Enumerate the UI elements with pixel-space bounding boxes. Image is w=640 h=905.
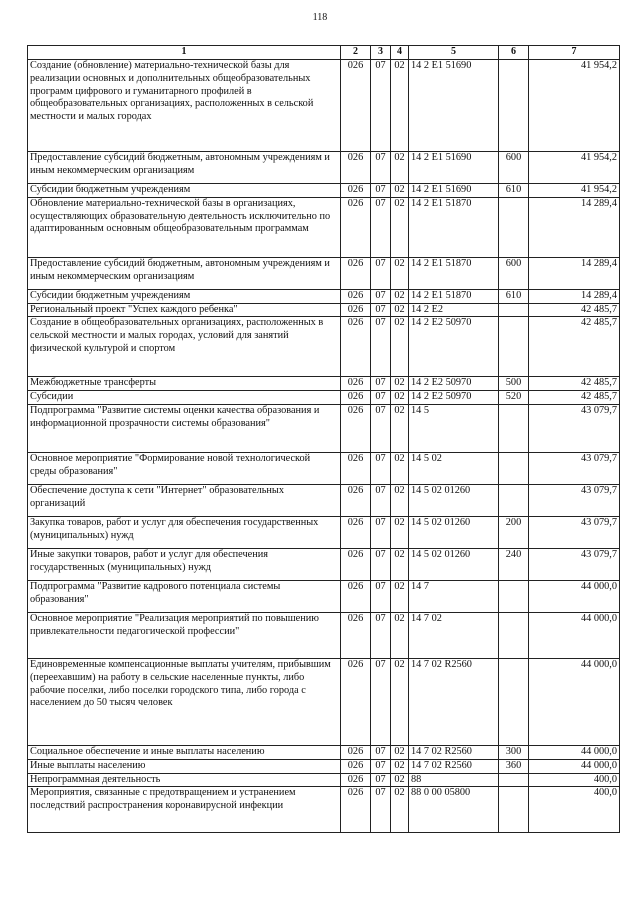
row-vr: [499, 404, 529, 452]
row-vr: [499, 317, 529, 377]
row-pr: 02: [391, 317, 409, 377]
row-rz: 07: [371, 612, 391, 658]
row-rz: 07: [371, 484, 391, 516]
row-name: Подпрограмма "Развитие системы оценки качества образования и информационной прозрачности системы образования": [28, 404, 341, 452]
table-row: [28, 391, 620, 405]
row-vr: [499, 452, 529, 484]
row-csr: 88: [409, 773, 499, 787]
row-pr: 02: [391, 257, 409, 289]
row-name: Единовременные компенсационные выплаты учителям, прибывшим (переехавшим) на работу в сельские населенные пункты, либо рабочие поселки, либо поселки городского типа, либо города с населением до 50 тысяч человек: [28, 658, 341, 745]
row-rz: 07: [371, 787, 391, 833]
row-sum: 43 079,7: [529, 516, 620, 548]
row-csr: 14 5 02: [409, 452, 499, 484]
row-ved: 026: [341, 759, 371, 773]
row-csr: 14 2 E1 51870: [409, 289, 499, 303]
table-row: [28, 152, 620, 184]
row-rz: 07: [371, 548, 391, 580]
row-ved: 026: [341, 516, 371, 548]
table-row: [28, 548, 620, 580]
row-pr: 02: [391, 377, 409, 391]
row-name: Межбюджетные трансферты: [28, 377, 341, 391]
row-rz: 07: [371, 773, 391, 787]
row-rz: 07: [371, 197, 391, 257]
row-csr: 14 7 02 R2560: [409, 658, 499, 745]
row-sum: 42 485,7: [529, 391, 620, 405]
row-sum: 44 000,0: [529, 745, 620, 759]
row-vr: [499, 484, 529, 516]
table-row: [28, 658, 620, 745]
row-sum: 14 289,4: [529, 289, 620, 303]
row-pr: 02: [391, 773, 409, 787]
row-pr: 02: [391, 184, 409, 198]
row-name: Предоставление субсидий бюджетным, автономным учреждениям и иным некоммерческим организациям: [28, 152, 341, 184]
row-csr: 14 5 02 01260: [409, 548, 499, 580]
row-ved: 026: [341, 658, 371, 745]
row-pr: 02: [391, 484, 409, 516]
table-row: [28, 404, 620, 452]
row-pr: 02: [391, 612, 409, 658]
table-row: [28, 377, 620, 391]
column-header: 6: [499, 46, 529, 60]
row-ved: 026: [341, 484, 371, 516]
row-ved: 026: [341, 773, 371, 787]
row-vr: 610: [499, 184, 529, 198]
row-csr: 14 7: [409, 580, 499, 612]
table-row: [28, 612, 620, 658]
row-vr: 610: [499, 289, 529, 303]
row-csr: 14 5 02 01260: [409, 484, 499, 516]
row-csr: 14 7 02 R2560: [409, 759, 499, 773]
row-name: Предоставление субсидий бюджетным, автономным учреждениям и иным некоммерческим организациям: [28, 257, 341, 289]
row-sum: 43 079,7: [529, 548, 620, 580]
row-sum: 44 000,0: [529, 612, 620, 658]
row-rz: 07: [371, 759, 391, 773]
row-name: Субсидии бюджетным учреждениям: [28, 289, 341, 303]
row-vr: [499, 787, 529, 833]
header-row: [28, 46, 620, 60]
row-name: Обеспечение доступа к сети "Интернет" образовательных организаций: [28, 484, 341, 516]
column-header: 4: [391, 46, 409, 60]
row-pr: 02: [391, 658, 409, 745]
row-name: Обновление материально-технической базы в организациях, осуществляющих образовательную деятельность исключительно по адаптированным основным общеобразовательным программам: [28, 197, 341, 257]
table-row: [28, 184, 620, 198]
row-rz: 07: [371, 257, 391, 289]
row-pr: 02: [391, 60, 409, 152]
row-vr: 600: [499, 152, 529, 184]
row-ved: 026: [341, 745, 371, 759]
row-vr: [499, 197, 529, 257]
row-ved: 026: [341, 197, 371, 257]
row-ved: 026: [341, 580, 371, 612]
row-rz: 07: [371, 303, 391, 317]
row-vr: [499, 658, 529, 745]
row-vr: [499, 60, 529, 152]
table-row: [28, 580, 620, 612]
table-row: [28, 484, 620, 516]
row-ved: 026: [341, 548, 371, 580]
row-csr: 14 2 E2 50970: [409, 391, 499, 405]
row-ved: 026: [341, 289, 371, 303]
row-csr: 14 7 02 R2560: [409, 745, 499, 759]
row-name: Основное мероприятие "Реализация мероприятий по повышению привлекательности педагогической профессии": [28, 612, 341, 658]
row-sum: 43 079,7: [529, 404, 620, 452]
row-sum: 42 485,7: [529, 303, 620, 317]
row-sum: 43 079,7: [529, 484, 620, 516]
row-ved: 026: [341, 303, 371, 317]
row-pr: 02: [391, 391, 409, 405]
row-rz: 07: [371, 317, 391, 377]
row-name: Основное мероприятие "Формирование новой технологической среды образования": [28, 452, 341, 484]
row-rz: 07: [371, 289, 391, 303]
row-pr: 02: [391, 580, 409, 612]
row-vr: [499, 303, 529, 317]
table-row: [28, 289, 620, 303]
row-rz: 07: [371, 580, 391, 612]
row-vr: 500: [499, 377, 529, 391]
row-sum: 42 485,7: [529, 317, 620, 377]
row-pr: 02: [391, 759, 409, 773]
row-csr: 14 2 E2: [409, 303, 499, 317]
row-name: Иные выплаты населению: [28, 759, 341, 773]
row-vr: 520: [499, 391, 529, 405]
row-ved: 026: [341, 452, 371, 484]
row-name: Субсидии бюджетным учреждениям: [28, 184, 341, 198]
row-ved: 026: [341, 787, 371, 833]
row-rz: 07: [371, 452, 391, 484]
row-vr: 200: [499, 516, 529, 548]
row-csr: 14 2 E1 51690: [409, 184, 499, 198]
row-pr: 02: [391, 197, 409, 257]
row-ved: 026: [341, 152, 371, 184]
row-vr: [499, 612, 529, 658]
row-vr: 360: [499, 759, 529, 773]
row-sum: 14 289,4: [529, 197, 620, 257]
row-vr: 600: [499, 257, 529, 289]
row-sum: 42 485,7: [529, 377, 620, 391]
row-rz: 07: [371, 516, 391, 548]
row-csr: 14 2 E1 51690: [409, 152, 499, 184]
row-csr: 14 2 E1 51870: [409, 197, 499, 257]
row-name: Субсидии: [28, 391, 341, 405]
table-row: [28, 197, 620, 257]
row-vr: [499, 580, 529, 612]
row-pr: 02: [391, 745, 409, 759]
table-row: [28, 745, 620, 759]
row-name: Мероприятия, связанные с предотвращением и устранением последствий распространения коронавирусной инфекции: [28, 787, 341, 833]
column-header: 3: [371, 46, 391, 60]
row-pr: 02: [391, 404, 409, 452]
row-name: Создание (обновление) материально-технической базы для реализации основных и дополнительных общеобразовательных программ цифрового и гуманитарного профилей в общеобразовательных организациях, расположенных в сельской местности и малых городах: [28, 60, 341, 152]
row-pr: 02: [391, 289, 409, 303]
row-sum: 14 289,4: [529, 257, 620, 289]
row-rz: 07: [371, 404, 391, 452]
row-rz: 07: [371, 391, 391, 405]
row-rz: 07: [371, 184, 391, 198]
row-rz: 07: [371, 152, 391, 184]
row-ved: 026: [341, 184, 371, 198]
table-row: [28, 787, 620, 833]
column-header: 2: [341, 46, 371, 60]
row-ved: 026: [341, 391, 371, 405]
row-ved: 026: [341, 317, 371, 377]
row-csr: 14 2 E2 50970: [409, 317, 499, 377]
table-row: [28, 303, 620, 317]
column-header: 7: [529, 46, 620, 60]
page-number: 118: [312, 12, 328, 23]
row-name: Социальное обеспечение и иные выплаты населению: [28, 745, 341, 759]
row-name: Иные закупки товаров, работ и услуг для обеспечения государственных (муниципальных) нужд: [28, 548, 341, 580]
row-pr: 02: [391, 152, 409, 184]
row-sum: 400,0: [529, 787, 620, 833]
row-name: Непрограммная деятельность: [28, 773, 341, 787]
row-csr: 14 5: [409, 404, 499, 452]
row-csr: 14 2 E1 51690: [409, 60, 499, 152]
row-csr: 14 2 E2 50970: [409, 377, 499, 391]
row-pr: 02: [391, 303, 409, 317]
row-rz: 07: [371, 658, 391, 745]
table-row: [28, 60, 620, 152]
table-row: [28, 516, 620, 548]
row-csr: 88 0 00 05800: [409, 787, 499, 833]
row-sum: 41 954,2: [529, 60, 620, 152]
row-ved: 026: [341, 257, 371, 289]
table-row: [28, 773, 620, 787]
row-pr: 02: [391, 516, 409, 548]
row-pr: 02: [391, 452, 409, 484]
row-vr: 300: [499, 745, 529, 759]
row-ved: 026: [341, 404, 371, 452]
row-sum: 400,0: [529, 773, 620, 787]
row-sum: 43 079,7: [529, 452, 620, 484]
row-csr: 14 7 02: [409, 612, 499, 658]
row-name: Региональный проект "Успех каждого ребенка": [28, 303, 341, 317]
row-ved: 026: [341, 377, 371, 391]
row-name: Подпрограмма "Развитие кадрового потенциала системы образования": [28, 580, 341, 612]
row-vr: 240: [499, 548, 529, 580]
table-row: [28, 257, 620, 289]
column-header: 1: [28, 46, 341, 60]
row-sum: 44 000,0: [529, 759, 620, 773]
budget-table: [27, 45, 620, 833]
row-sum: 41 954,2: [529, 152, 620, 184]
table-row: [28, 759, 620, 773]
row-vr: [499, 773, 529, 787]
table-row: [28, 317, 620, 377]
table-row: [28, 452, 620, 484]
row-ved: 026: [341, 612, 371, 658]
row-csr: 14 5 02 01260: [409, 516, 499, 548]
row-sum: 44 000,0: [529, 580, 620, 612]
row-rz: 07: [371, 60, 391, 152]
row-sum: 41 954,2: [529, 184, 620, 198]
row-pr: 02: [391, 787, 409, 833]
row-sum: 44 000,0: [529, 658, 620, 745]
row-ved: 026: [341, 60, 371, 152]
row-rz: 07: [371, 377, 391, 391]
row-name: Закупка товаров, работ и услуг для обеспечения государственных (муниципальных) нужд: [28, 516, 341, 548]
row-name: Создание в общеобразовательных организациях, расположенных в сельской местности и малых городах, условий для занятий физической культурой и спортом: [28, 317, 341, 377]
row-csr: 14 2 E1 51870: [409, 257, 499, 289]
column-header: 5: [409, 46, 499, 60]
row-pr: 02: [391, 548, 409, 580]
row-rz: 07: [371, 745, 391, 759]
